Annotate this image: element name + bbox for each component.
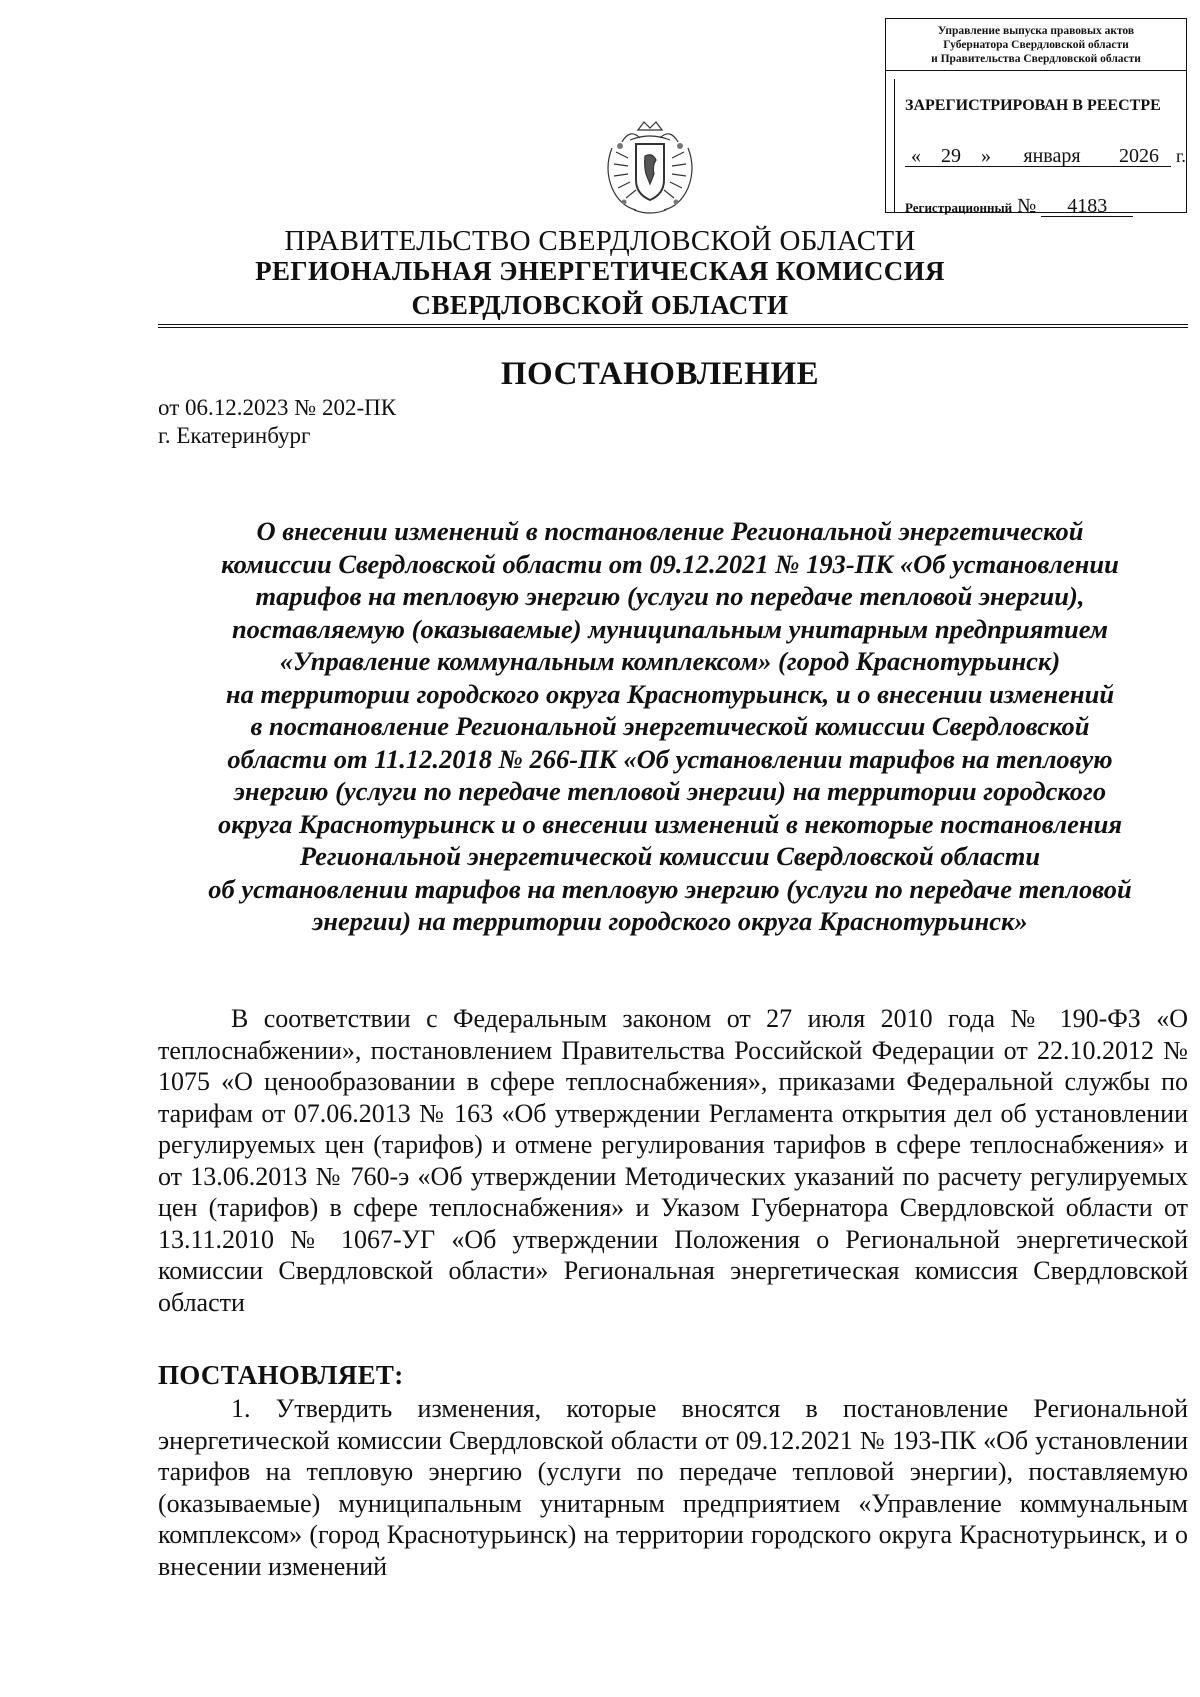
- title-line: округа Краснотурьинск и о внесении изменений в некоторые постановления: [217, 808, 1123, 839]
- stamp-reg-number: 4183: [1041, 196, 1133, 217]
- coat-of-arms-icon: [600, 118, 700, 218]
- decree-item-1: 1. Утвердить изменения, которые вносятся в постановление Региональной энергетической комиссии Свердловской области от 09.12.2021 № 193-ПК «Об установлении тарифов на тепловую энергию (услуги по передаче тепловой энергии), поставляемую (оказываемые) муниципальным унитарным предприятием «Управление коммунальным комплексом» (город Краснотурьинск) на территории городского округа Краснотурьинск, и о внесении изменений: [158, 1394, 1188, 1581]
- stamp-date: [905, 145, 1186, 168]
- stamp-reg-label: Регистрационный: [905, 200, 1013, 215]
- stamp-body: [894, 79, 1186, 217]
- title-line: в постановление Региональной энергетической комиссии Свердловской: [250, 711, 1090, 741]
- registration-stamp: [885, 18, 1187, 217]
- title-line: поставляемую (оказываемые) муниципальным унитарным предприятием: [231, 613, 1109, 644]
- title-line: энергии) на территории городского округа Краснотурьинск»: [312, 906, 1028, 936]
- title-line: О внесении изменений в постановление Региональной энергетической: [256, 516, 1084, 546]
- stamp-number-sign: №: [1017, 195, 1037, 217]
- stamp-quote-close: »: [975, 146, 997, 167]
- title-line: Региональной энергетической комиссии Свердловской области: [299, 841, 1041, 871]
- stamp-day: 29: [927, 146, 975, 167]
- stamp-office-line: Управление выпуска правовых актов: [937, 25, 1135, 37]
- document-title: [150, 515, 1190, 938]
- title-line: на территории городского округа Краснотурьинск, и о внесении изменений: [225, 678, 1115, 709]
- stamp-office: [886, 19, 1186, 71]
- stamp-office-line: Губернатора Свердловской области: [943, 39, 1129, 51]
- stamp-office-line: и Правительства Свердловской области: [931, 53, 1141, 65]
- title-line: «Управление коммунальным комплексом» (город Краснотурьинск): [279, 646, 1061, 676]
- header-divider: [158, 324, 1188, 328]
- title-line: тарифов на тепловую энергию (услуги по передаче тепловой энергии),: [255, 581, 1085, 611]
- commission-name-line: РЕГИОНАЛЬНАЯ ЭНЕРГЕТИЧЕСКАЯ КОМИССИЯ: [255, 256, 945, 286]
- title-line: области от 11.12.2018 № 266-ПК «Об установлении тарифов на тепловую: [227, 743, 1113, 774]
- government-name: ПРАВИТЕЛЬСТВО СВЕРДЛОВСКОЙ ОБЛАСТИ: [284, 225, 916, 257]
- document-date-number: от 06.12.2023 № 202-ПК: [158, 395, 397, 420]
- preamble-paragraph: В соответствии с Федеральным законом от 27 июля 2010 года № 190-ФЗ «О теплоснабжении», постановлением Правительства Российской Федерации от 22.10.2012 № 1075 «О ценообразовании в сфере теплоснабжения», приказами Федеральной службы по тарифам от 07.06.2013 № 163 «Об утверждении Регламента открытия дел об установлении регулируемых цен (тарифов) и отмене регулирования тарифов в сфере теплоснабжения» и от 13.06.2013 № 760-э «Об утверждении Методических указаний по расчету регулируемых цен (тарифов) в сфере теплоснабжения» и Указом Губернатора Свердловской области от 13.11.2010 № 1067-УГ «Об утверждении Положения о Региональной энергетической комиссии Свердловской области» Региональная энергетическая комиссия Свердловской области: [158, 1004, 1188, 1317]
- title-line: энергию (услуги по передаче тепловой энергии) на территории городского: [233, 776, 1107, 806]
- document-type: ПОСТАНОВЛЕНИЕ: [500, 356, 820, 392]
- stamp-registered-label: ЗАРЕГИСТРИРОВАН В РЕЕСТРЕ: [905, 97, 1161, 114]
- stamp-registration-number: [905, 195, 1133, 218]
- commission-name-line: СВЕРДЛОВСКОЙ ОБЛАСТИ: [411, 290, 789, 320]
- document-city: г. Екатеринбург: [158, 423, 311, 448]
- stamp-year-suffix: г.: [1176, 146, 1186, 166]
- decree-heading: ПОСТАНОВЛЯЕТ:: [158, 1360, 404, 1390]
- stamp-month: января: [997, 146, 1107, 167]
- stamp-year: 2026: [1107, 146, 1171, 167]
- title-line: об установлении тарифов на тепловую энергию (услуги по передаче тепловой: [208, 873, 1132, 904]
- stamp-quote-open: «: [905, 146, 927, 167]
- title-line: комиссии Свердловской области от 09.12.2021 № 193-ПК «Об установлении: [221, 548, 1119, 579]
